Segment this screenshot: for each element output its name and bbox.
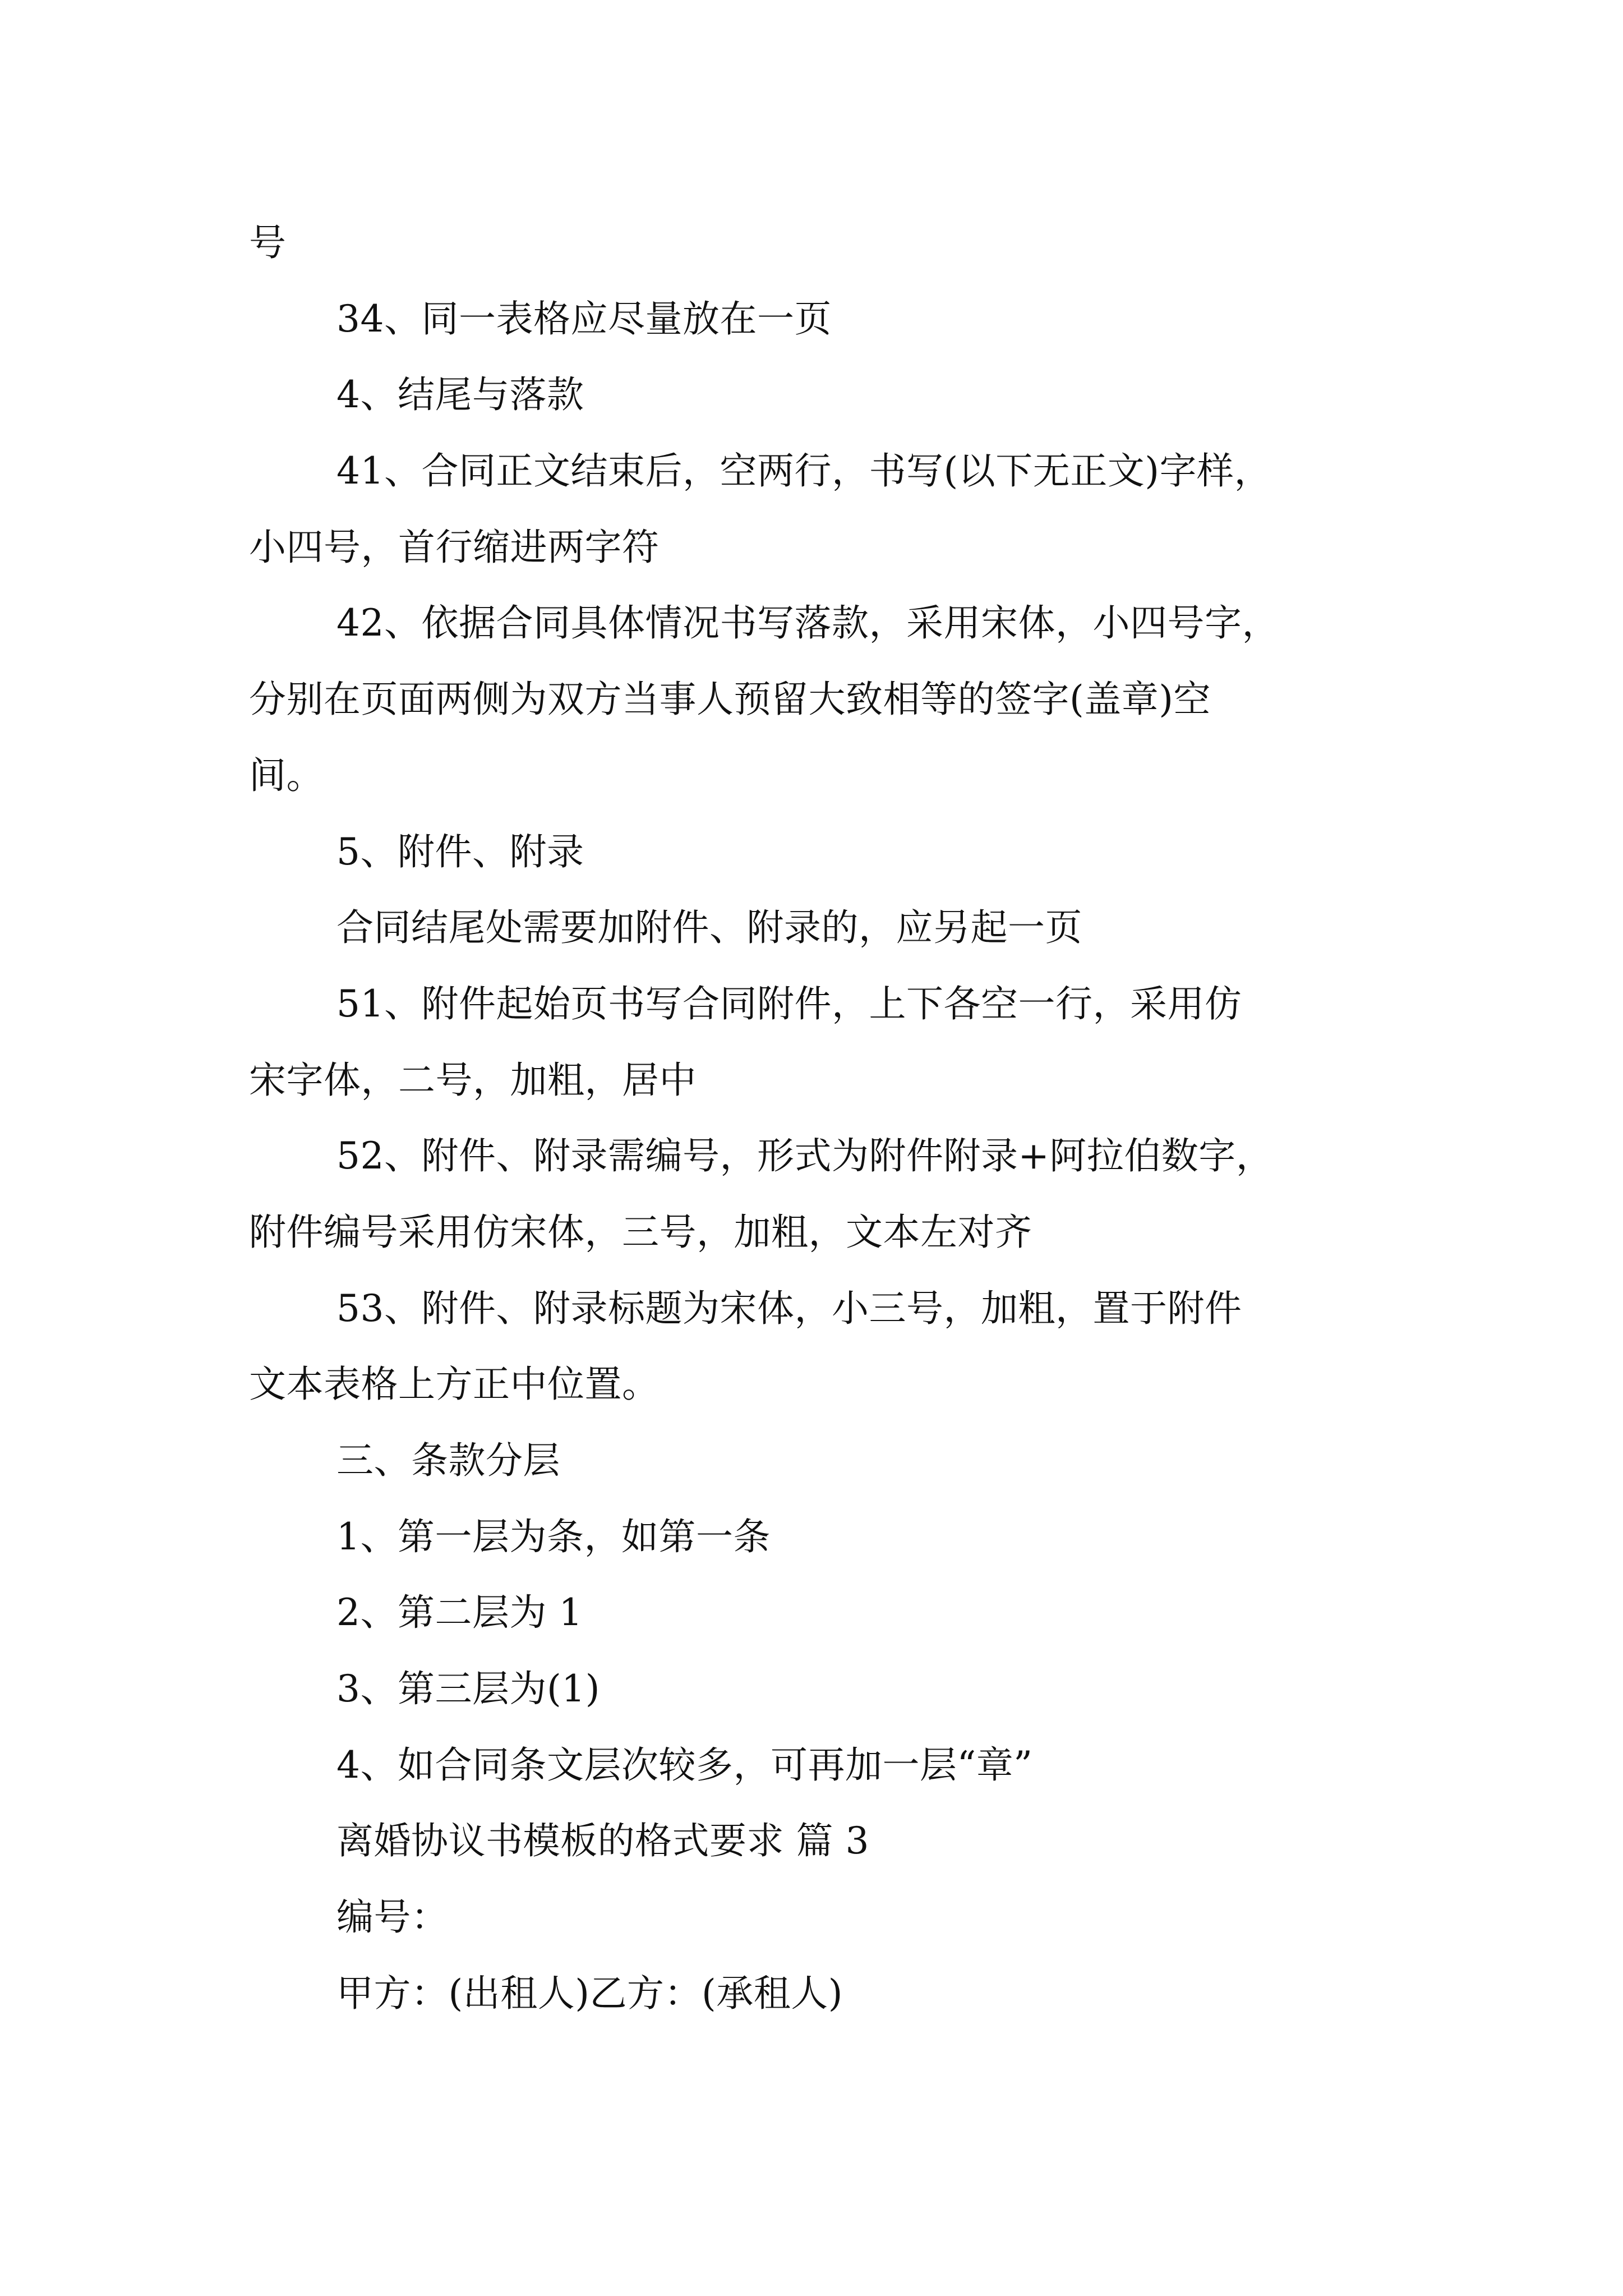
text-line: 小四号，首行缩进两字符 xyxy=(249,526,660,569)
text-line: 34、同一表格应尽量放在一页 xyxy=(336,297,832,341)
text-line: 附件编号采用仿宋体，三号，加粗，文本左对齐 xyxy=(249,1211,1032,1254)
text-line: 41、合同正文结束后，空两行，书写(以下无正文)字样， xyxy=(336,449,1271,493)
text-line: 宋字体，二号，加粗，居中 xyxy=(249,1059,697,1102)
text-line: 甲方：(出租人)乙方：(承租人) xyxy=(336,1972,843,2015)
text-line: 42、依据合同具体情况书写落款，采用宋体，小四号字， xyxy=(336,601,1279,645)
text-line: 4、如合同条文层次较多，可再加一层“章” xyxy=(336,1743,1033,1787)
text-line: 间。 xyxy=(249,754,324,797)
text-line: 53、附件、附录标题为宋体，小三号，加粗，置于附件 xyxy=(336,1287,1242,1330)
section-heading: 5、附件、附录 xyxy=(336,830,584,873)
text-line: 分别在页面两侧为双方当事人预留大致相等的签字(盖章)空 xyxy=(249,678,1211,721)
text-line: 2、第二层为 1 xyxy=(336,1591,583,1634)
text-line: 51、附件起始页书写合同附件，上下各空一行，采用仿 xyxy=(336,982,1242,1025)
section-heading: 三、条款分层 xyxy=(336,1439,560,1482)
text-line: 文本表格上方正中位置。 xyxy=(249,1363,660,1406)
section-heading: 4、结尾与落款 xyxy=(336,373,584,416)
text-line: 3、第三层为(1) xyxy=(336,1667,600,1710)
text-line: 编号： xyxy=(336,1895,449,1939)
text-line: 合同结尾处需要加附件、附录的，应另起一页 xyxy=(336,906,1082,949)
text-line: 52、附件、附录需编号，形式为附件附录+阿拉伯数字， xyxy=(336,1134,1274,1177)
text-line: 号 xyxy=(249,221,287,264)
document-title: 离婚协议书模板的格式要求 篇 3 xyxy=(336,1819,869,1862)
text-line: 1、第一层为条，如第一条 xyxy=(336,1515,771,1558)
